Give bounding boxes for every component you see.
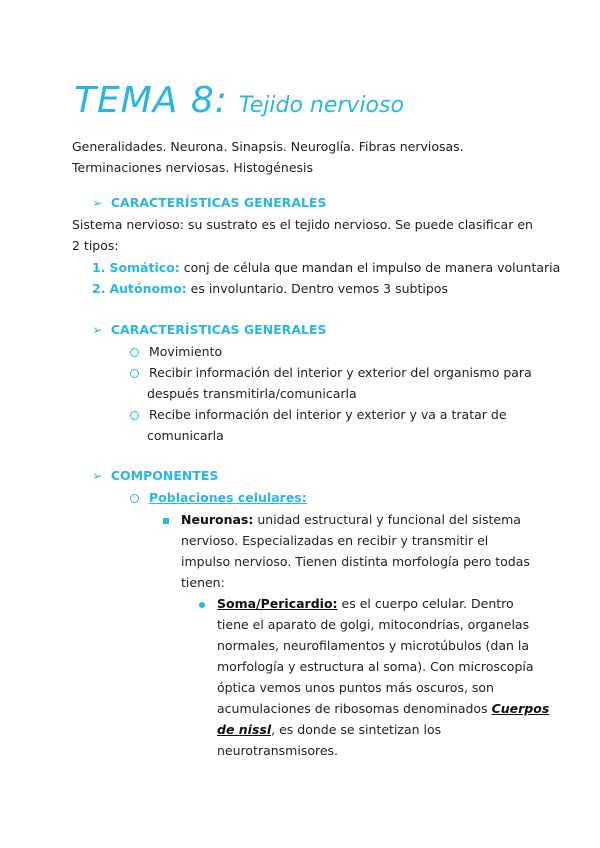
list-text: es involuntario. Dentro vemos 3 subtipos [186,281,448,296]
bullet-neuronas [163,512,521,528]
section-heading-componentes [92,468,218,483]
bullet-soma [199,596,514,612]
term: Soma/Pericardio: [217,596,338,611]
section-heading-text: CARACTERÍSTICAS GENERALES [110,322,327,337]
soma-line-5: óptica vemos unos puntos más oscuros, son [217,680,494,695]
list-number: 1. [92,260,106,275]
term: Neuronas: [181,512,254,527]
list-text: conj de célula que mandan el impulso de manera voluntaria [179,260,561,275]
bullet-movimiento [130,344,222,360]
paragraph-line: 2 tipos: [72,238,119,253]
list-item-somatico [92,260,560,276]
cuerpos-term: Cuerpos [491,701,550,716]
page-title [74,80,404,121]
arrow-bullet-icon: ➢ [92,195,103,210]
list-item-autonomo [92,281,448,297]
soma-text: , es donde se sintetizan los [271,722,442,737]
section-heading-text: COMPONENTES [110,468,219,483]
paragraph-line: Sistema nervioso: su sustrato es el tejido nervioso. Se puede clasificar en [72,217,533,232]
square-bullet-icon [163,518,169,524]
arrow-bullet-icon: ➢ [92,322,103,337]
neuronas-line-3: impulso nervioso. Tienen distinta morfología pero todas [181,554,530,569]
circle-bullet-icon [130,494,139,503]
soma-line-6 [217,701,549,717]
bullet-text: unidad estructural y funcional del sistema [253,512,521,527]
soma-line-2: tiene el aparato de golgi, mitocondrias, organelas [217,617,530,632]
soma-line-3: normales, neurofilamentos y microtúbulos (dan la [217,638,530,653]
list-term: Somático: [109,260,180,275]
bullet-recibir [130,365,532,381]
circle-bullet-icon [130,369,139,378]
soma-line-7 [217,722,441,738]
nissl-term: de nissl [217,722,272,737]
bullet-continuation: comunicarla [147,428,224,443]
bullet-text: Poblaciones celulares: [149,490,307,505]
neuronas-line-2: nervioso. Especializadas en recibir y transmitir el [181,533,489,548]
soma-line-4: morfología y estructura al soma). Con microscopía [217,659,534,674]
soma-text: acumulaciones de ribosomas denominados [217,701,492,716]
neuronas-line-4: tienen: [181,575,225,590]
list-term: Autónomo: [109,281,187,296]
section-heading-text: CARACTERÍSTICAS GENERALES [110,195,327,210]
bullet-poblaciones [130,490,307,506]
section-heading-caracteristicas-1 [92,195,327,210]
bullet-text: Recibir información del interior y exterior del organismo para [149,365,532,380]
intro-line-1: Generalidades. Neurona. Sinapsis. Neuroglía. Fibras nerviosas. [72,139,464,154]
circle-bullet-icon [130,411,139,420]
list-number: 2. [92,281,106,296]
dot-bullet-icon [199,602,205,608]
bullet-recibe [130,407,507,423]
bullet-text: Movimiento [149,344,223,359]
bullet-continuation: después transmitirla/comunicarla [147,386,357,401]
title-main: TEMA 8: [74,80,228,121]
bullet-text: Recibe información del interior y exterior y va a tratar de [149,407,507,422]
title-subtitle: Tejido nervioso [239,93,404,118]
arrow-bullet-icon: ➢ [92,468,103,483]
intro-line-2: Terminaciones nerviosas. Histogénesis [72,160,314,175]
soma-line-8: neurotransmisores. [217,743,339,758]
section-heading-caracteristicas-2 [92,322,327,337]
bullet-text: es el cuerpo celular. Dentro [337,596,514,611]
circle-bullet-icon [130,348,139,357]
